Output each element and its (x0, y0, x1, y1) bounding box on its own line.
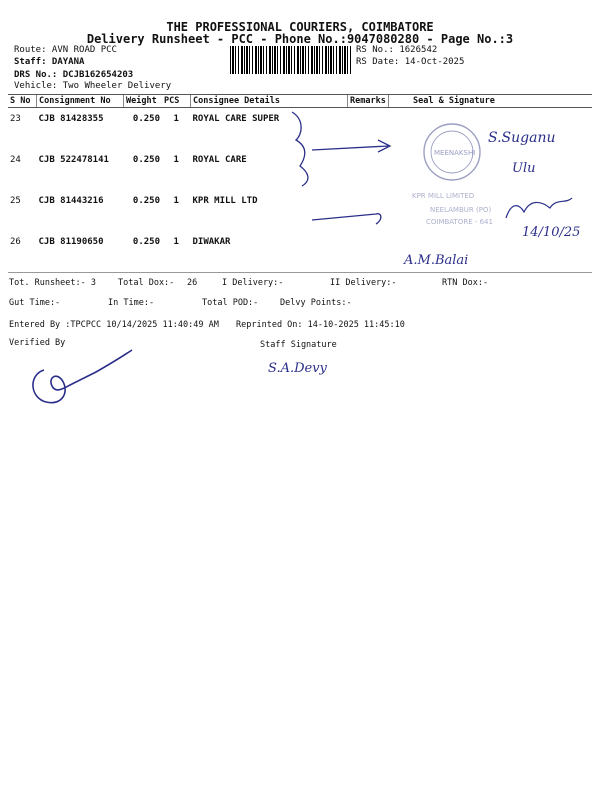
cell-weight: 0.250 (132, 237, 160, 247)
cell-pcs: 1 (173, 196, 179, 206)
stamp-2-line-3: COIMBATORE - 641 (426, 218, 493, 226)
entered-by: Entered By :TPCPCC 10/14/2025 11:40:49 AM (9, 320, 219, 330)
staff-signature: S.A.Devy (268, 361, 327, 376)
receiver-signature-2 (506, 198, 572, 218)
rs-number: RS No.: 1626542 (356, 45, 438, 55)
route-label: Route: AVN ROAD PCC (14, 45, 117, 55)
rs-date: RS Date: 14-Oct-2025 (356, 57, 465, 67)
reprinted-on: Reprinted On: 14-10-2025 11:45:10 (236, 320, 405, 330)
gut-time: Gut Time:- (9, 298, 61, 308)
arrow-row-24 (312, 140, 390, 152)
receiver-date: 14/10/25 (522, 225, 581, 240)
cell-consignment: CJB 81190650 (38, 237, 104, 247)
stamp-1-text: MEENAKSHI (434, 149, 476, 157)
col-sno: S No (8, 95, 37, 108)
vehicle-label: Vehicle: Two Wheeler Delivery (14, 81, 172, 91)
cell-pcs: 1 (173, 155, 179, 165)
cell-consignment: CJB 81428355 (38, 114, 104, 124)
cell-pcs: 1 (173, 114, 179, 124)
document-title: THE PROFESSIONAL COURIERS, COIMBATORE (166, 20, 434, 34)
cell-sno: 23 (10, 114, 21, 124)
stamp-2-line-1: KPR MILL LIMITED (412, 192, 475, 200)
verified-signature (33, 350, 132, 403)
cell-sno: 25 (10, 196, 21, 206)
cell-consignee: ROYAL CARE SUPER (192, 114, 280, 124)
col-weight: Weight (124, 95, 163, 108)
round-stamp (424, 124, 480, 180)
cell-sno: 24 (10, 155, 21, 165)
col-remarks: Remarks (348, 95, 389, 108)
cell-consignee: ROYAL CARE (192, 155, 247, 165)
col-seal-signature: Seal & Signature (389, 95, 593, 108)
verified-by: Verified By (9, 338, 66, 348)
i-delivery: I Delivery:- (222, 278, 284, 288)
total-dox-value: 26 (187, 278, 198, 288)
cell-consignment: CJB 81443216 (38, 196, 104, 206)
staff-signature-label: Staff Signature (260, 340, 337, 350)
rect-stamp (412, 192, 493, 226)
cell-consignment: CJB 522478141 (38, 155, 109, 165)
stamp-2-line-2: NEELAMBUR (PO) (430, 206, 492, 214)
arrow-row-25 (312, 214, 381, 224)
cell-pcs: 1 (173, 237, 179, 247)
cell-consignee: KPR MILL LTD (192, 196, 258, 206)
total-dox-label: Total Dox:- (118, 278, 175, 288)
cell-weight: 0.250 (132, 196, 160, 206)
receiver-signature-4: A.M.Balai (404, 253, 469, 268)
col-consignee: Consignee Details (191, 95, 348, 108)
delvy-points: Delvy Points:- (280, 298, 352, 308)
drs-number: DRS No.: DCJB162654203 (14, 70, 134, 80)
total-pod: Total POD:- (202, 298, 259, 308)
cell-sno: 26 (10, 237, 21, 247)
col-pcs: PCS (162, 95, 191, 108)
tot-runsheet: Tot. Runsheet:- 3 (9, 278, 96, 288)
bracket-mark (292, 112, 308, 186)
ii-delivery: II Delivery:- (330, 278, 397, 288)
document-subtitle: Delivery Runsheet - PCC - Phone No.:9047080280 - Page No.:3 (86, 32, 514, 46)
in-time: In Time:- (108, 298, 155, 308)
receiver-signature-1: S.Suganu (488, 130, 556, 146)
receiver-signature-1b: Ulu (512, 161, 536, 176)
staff-label: Staff: DAYANA (14, 57, 85, 67)
cell-weight: 0.250 (132, 155, 160, 165)
col-consignment: Consignment No (37, 95, 124, 108)
cell-consignee: DIWAKAR (192, 237, 231, 247)
rtn-dox: RTN Dox:- (442, 278, 489, 288)
cell-weight: 0.250 (132, 114, 160, 124)
